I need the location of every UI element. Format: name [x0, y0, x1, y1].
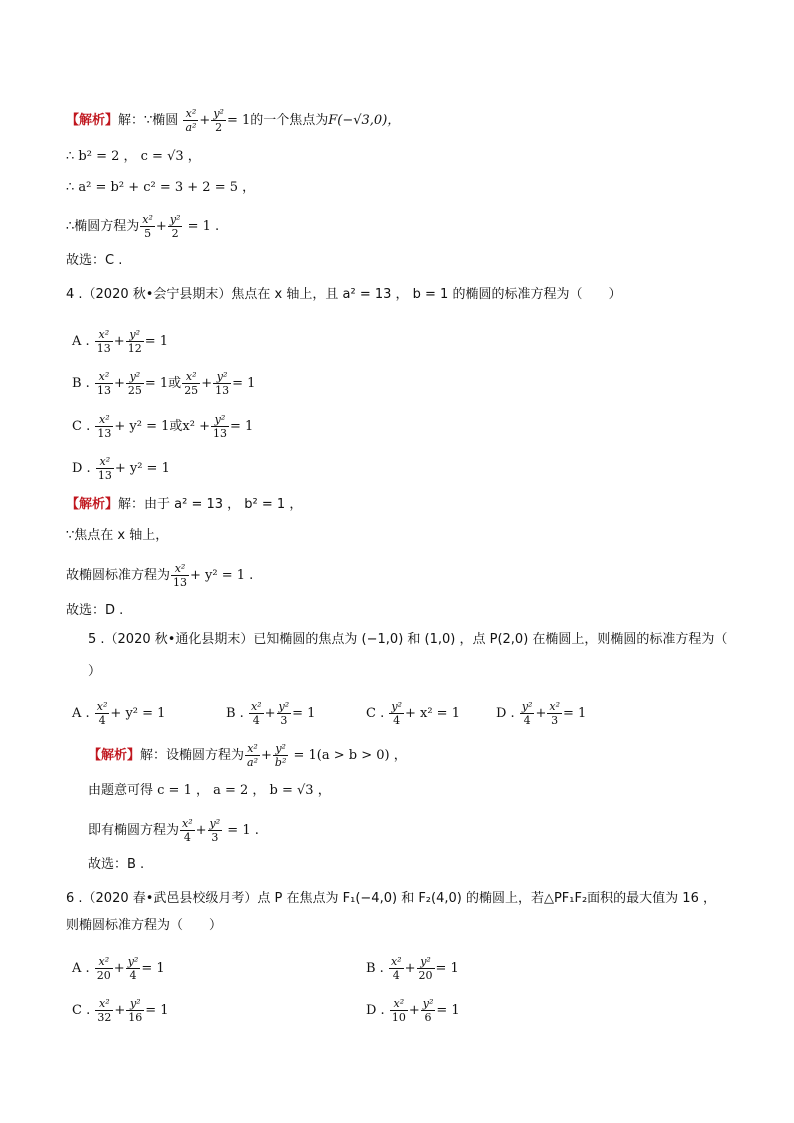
solution-5-line-3: 即有椭圆方程为 $\frac{\text{x²}}{4}$ + $\frac{\text{y²}}{3}$ = 1 . [88, 817, 259, 844]
solution-4-line-1: 【解析】解：由于 a² = 13 ， b² = 1 ， [66, 497, 303, 512]
q6-option-a: A . $\frac{\text{x²}}{20}$ + $\frac{\text{y²}}{4}$ = 1 [72, 955, 165, 982]
q4-option-d: D . $\frac{\text{x²}}{13}$ + y² = 1 [72, 455, 170, 482]
question-5-stem-end: ） [88, 664, 102, 679]
question-4-stem: 4 .（2020 秋•会宁县期末）焦点在 x 轴上，且 a² = 13 ， b = 1 的椭圆的标准方程为（ ） [66, 287, 622, 302]
solution-5-answer: 故选：B . [88, 857, 145, 872]
solution-4-line-3: 故椭圆标准方程为 $\frac{\text{x²}}{13}$ + y² = 1 . [66, 562, 254, 589]
question-6-stem-end: 则椭圆标准方程为（ ） [66, 918, 223, 933]
q4-option-c: C . $\frac{\text{x²}}{13}$ + y² = 1或x² + $\frac{\text{y²}}{13}$ = 1 [72, 413, 254, 440]
solution-5-line-1: 【解析】解：设椭圆方程为 $\frac{\text{x²}}{\text{a²}}$ + $\frac{\text{y²}}{\text{b²}}$ = 1(a > b > 0) ， [88, 742, 407, 769]
solution-4-line-2: ∵焦点在 x 轴上， [66, 528, 169, 543]
fraction: $\frac{\text{y²}}{2}$ [213, 107, 224, 134]
q4-option-b: B . $\frac{\text{x²}}{13}$ + $\frac{\text{y²}}{25}$ = 1或 $\frac{\text{x²}}{25}$ + $\frac{\text{y²}}{13}$ = 1 [72, 370, 256, 397]
solution-5-line-2: 由题意可得 c = 1 ， a = 2 ， b = √3 ， [88, 783, 331, 798]
fraction: $\frac{\text{x²}}{\text{a²}}$ [185, 107, 197, 134]
question-5-stem: 5 .（2020 秋•通化县期末）已知椭圆的焦点为 (−1,0) 和 (1,0) ，点 P(2,0) 在椭圆上，则椭圆的标准方程为（ [88, 632, 728, 647]
solution-4-answer: 故选：D . [66, 603, 124, 618]
q6-option-c: C . $\frac{\text{x²}}{32}$ + $\frac{\text{y²}}{16}$ = 1 [72, 997, 169, 1024]
fraction: $\frac{\text{x²}}{5}$ [142, 213, 153, 240]
solution-3-line-1: 【解析】解：∵椭圆 $\frac{\text{x²}}{\text{a²}}$ + $\frac{\text{y²}}{2}$ = 1的一个焦点为F(−√3,0)， [66, 107, 401, 134]
solution-3-line-4: ∴椭圆方程为 $\frac{\text{x²}}{5}$ + $\frac{\text{y²}}{2}$ = 1 . [66, 213, 220, 240]
q5-option-c: C . $\frac{\text{y²}}{4}$ + x² = 1 [366, 700, 460, 727]
solution-3-line-3: ∴ a² = b² + c² = 3 + 2 = 5 ， [66, 180, 256, 195]
q6-option-d: D . $\frac{\text{x²}}{10}$ + $\frac{\text{y²}}{6}$ = 1 [366, 997, 460, 1024]
q5-option-a: A . $\frac{\text{x²}}{4}$ + y² = 1 [72, 700, 166, 727]
question-6-stem: 6 .（2020 春•武邑县校级月考）点 P 在焦点为 F₁(−4,0) 和 F₂(4,0) 的椭圆上，若△PF₁F₂面积的最大值为 16 ， [66, 891, 716, 906]
q6-option-b: B . $\frac{\text{x²}}{4}$ + $\frac{\text{y²}}{20}$ = 1 [366, 955, 459, 982]
q5-option-d: D . $\frac{\text{y²}}{4}$ + $\frac{\text{x²}}{3}$ = 1 [496, 700, 587, 727]
solution-3-line-2: ∴ b² = 2 ， c = √3 ， [66, 149, 201, 164]
analysis-tag: 【解析】 [66, 113, 119, 128]
fraction: $\frac{\text{y²}}{2}$ [169, 213, 181, 240]
solution-3-answer: 故选：C . [66, 253, 123, 268]
q4-option-a: A . $\frac{\text{x²}}{13}$ + $\frac{\text{y²}}{12}$ = 1 [72, 328, 168, 355]
q5-option-b: B . $\frac{\text{x²}}{4}$ + $\frac{\text{y²}}{3}$ = 1 [226, 700, 316, 727]
